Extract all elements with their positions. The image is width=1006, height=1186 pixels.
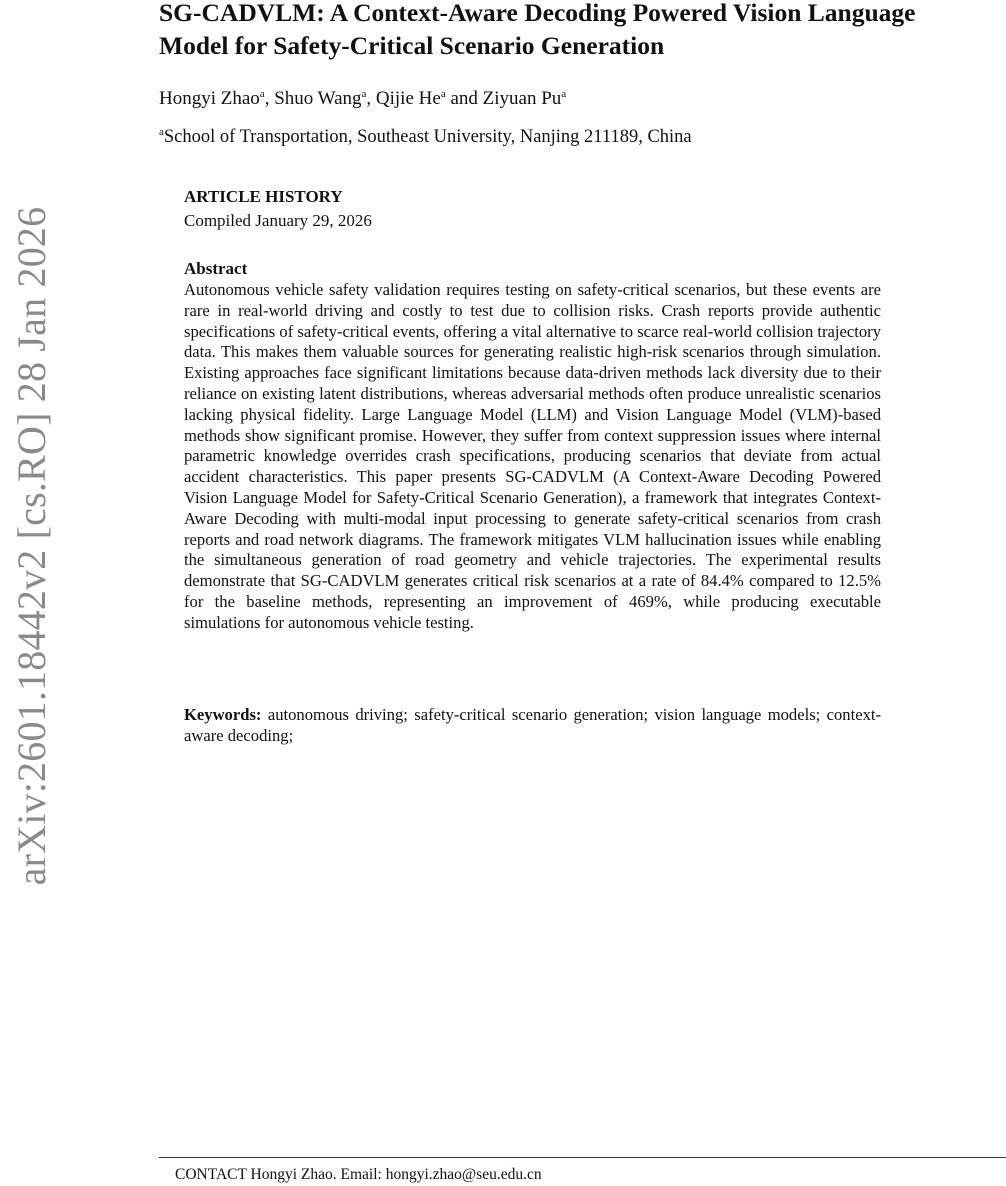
abstract-heading: Abstract — [184, 259, 248, 278]
keywords-label: Keywords: — [184, 705, 262, 724]
author-separator: and — [445, 88, 483, 109]
affiliation-text: School of Transportation, Southeast University, Nanjing 211189, China — [163, 127, 692, 147]
paper-title: SG-CADVLM: A Context-Aware Decoding Powered Vision Language Model for Safety-Critical Scenario Generation — [159, 0, 916, 60]
keywords — [184, 704, 881, 746]
keywords-text: autonomous driving; safety-critical scenario generation; vision language models; context-aware decoding; — [184, 705, 882, 745]
affiliation-mark: a — [440, 88, 446, 100]
abstract-text: Autonomous vehicle safety validation requires testing on safety-critical scenarios, but these events are rare in real-world driving and costly to test due to collision risks. Crash reports provide authentic specifications of safety-critical events, offering a vital alternative to scarce real-world collision trajectory data. This makes them valuable sources for generating realistic high-risk scenarios through simulation. Existing approaches face significant limitations because data-driven methods lack diversity due to their reliance on existing latent distributions, whereas adversarial methods often produce unrealistic scenarios lacking physical fidelity. Large Language Model (LLM) and Vision Language Model (VLM)-based methods show significant promise. However, they suffer from context suppression issues where internal parametric knowledge overrides crash specifications, producing scenarios that deviate from actual accident characteristics. This paper presents SG-CADVLM (A Context-Aware Decoding Powered Vision Language Model for Safety-Critical Scenario Generation), a framework that integrates Context-Aware Decoding with multi-modal input processing to generate safety-critical scenarios from crash reports and road network diagrams. The framework mitigates VLM hallucination issues while enabling the simultaneous generation of road geometry and vehicle trajectories. The experimental results demonstrate that SG-CADVLM generates critical risk scenarios at a rate of 84.4% compared to 12.5% for the baseline methods, representing an improvement of 469%, while producing executable simulations for autonomous vehicle testing. — [184, 280, 881, 632]
author-name: Hongyi Zhao — [159, 88, 260, 109]
article-history-heading: ARTICLE HISTORY — [184, 187, 343, 206]
affiliation-mark: a — [159, 126, 164, 138]
author-list — [159, 86, 959, 112]
affiliation-mark: a — [361, 88, 367, 100]
affiliation-mark: a — [561, 88, 567, 100]
author-name: Shuo Wang — [274, 88, 362, 109]
footnote-divider — [159, 1157, 1006, 1158]
author-separator: , — [264, 88, 275, 109]
author-name: Ziyuan Pu — [482, 88, 562, 109]
author-name: Qijie He — [375, 88, 441, 109]
compiled-date: Compiled January 29, 2026 — [184, 211, 372, 230]
contact-footnote: CONTACT Hongyi Zhao. Email: hongyi.zhao@seu.edu.cn — [175, 1166, 542, 1183]
affiliation — [159, 124, 959, 150]
affiliation-mark: a — [259, 88, 265, 100]
arxiv-identifier-stamp: arXiv:2601.18442v2 [cs.RO] 28 Jan 2026 — [9, 206, 54, 886]
author-separator: , — [366, 88, 376, 109]
